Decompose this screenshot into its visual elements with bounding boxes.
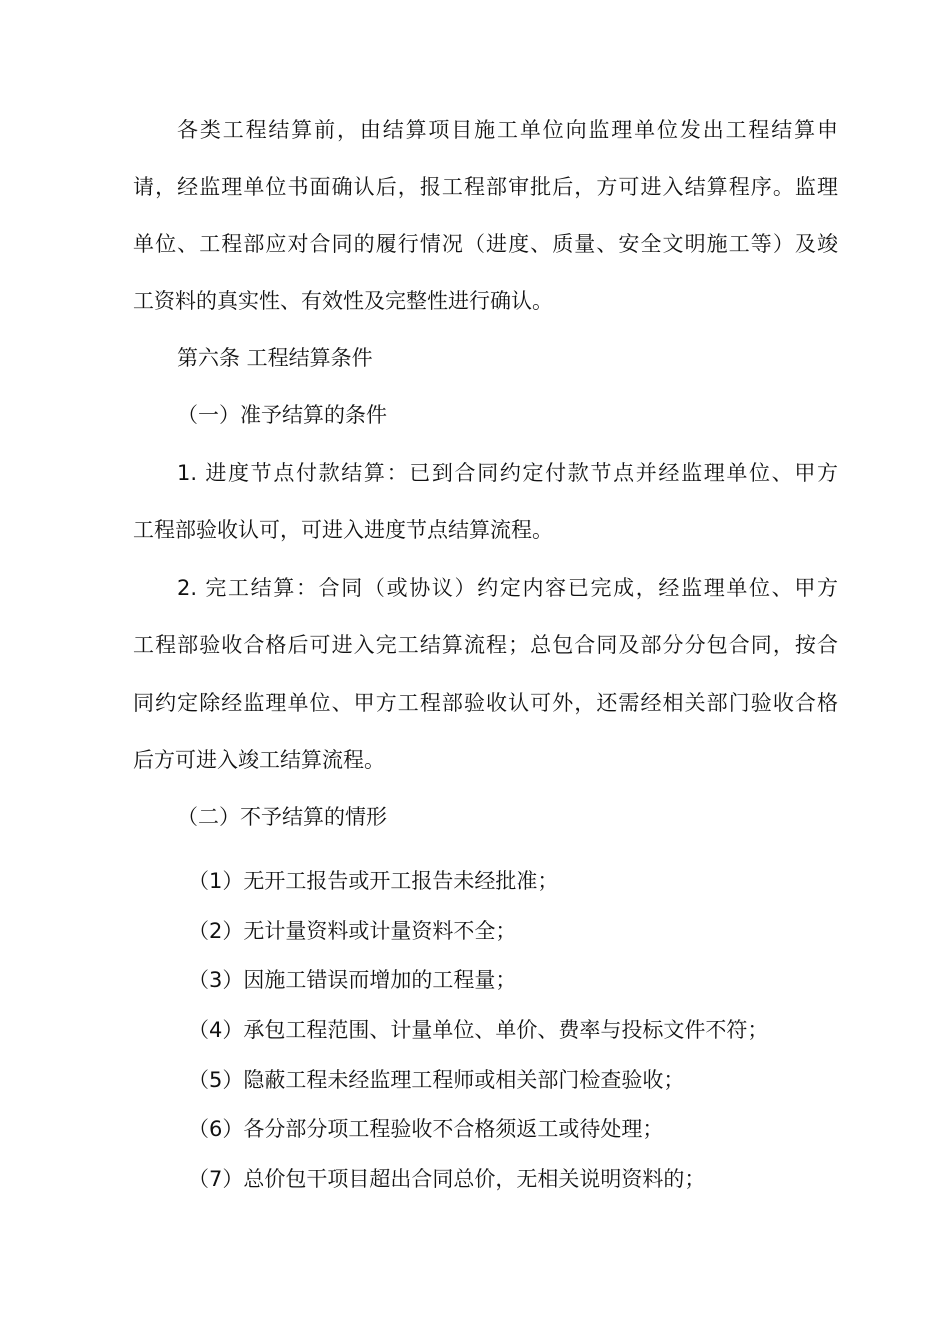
paragraph-line: 单位、工程部应对合同的履行情况（进度、质量、安全文明施工等）及竣 [133, 232, 838, 256]
list-item: （6）各分部分项工程验收不合格须返工或待处理； [188, 1117, 664, 1141]
list-item: （4）承包工程范围、计量单位、单价、费率与投标文件不符； [188, 1018, 769, 1042]
list-item: （1）无开工报告或开工报告未经批准； [188, 869, 559, 893]
list-item: （2）无计量资料或计量资料不全； [188, 919, 517, 943]
list-item: （5）隐蔽工程未经监理工程师或相关部门检查验收； [188, 1068, 685, 1092]
section-heading: （一）准予结算的条件 [177, 403, 387, 427]
list-item: （7）总价包干项目超出合同总价，无相关说明资料的； [188, 1167, 706, 1191]
list-item: （3）因施工错误而增加的工程量； [188, 968, 517, 992]
section-heading: （二）不予结算的情形 [177, 805, 387, 829]
item-line: 后方可进入竣工结算流程。 [133, 748, 385, 772]
paragraph-line: 请，经监理单位书面确认后，报工程部审批后，方可进入结算程序。监理 [133, 175, 838, 199]
article-heading: 第六条 工程结算条件 [177, 346, 373, 370]
paragraph-line: 工资料的真实性、有效性及完整性进行确认。 [133, 289, 553, 313]
item-line: 工程部验收认可，可进入进度节点结算流程。 [133, 518, 553, 542]
paragraph-line: 各类工程结算前，由结算项目施工单位向监理单位发出工程结算申 [177, 118, 838, 142]
item-line: 1. 进度节点付款结算：已到合同约定付款节点并经监理单位、甲方 [177, 461, 838, 485]
item-line: 同约定除经监理单位、甲方工程部验收认可外，还需经相关部门验收合格 [133, 691, 838, 715]
item-line: 工程部验收合格后可进入完工结算流程；总包合同及部分分包合同，按合 [133, 633, 838, 657]
item-line: 2. 完工结算：合同（或协议）约定内容已完成，经监理单位、甲方 [177, 576, 838, 600]
